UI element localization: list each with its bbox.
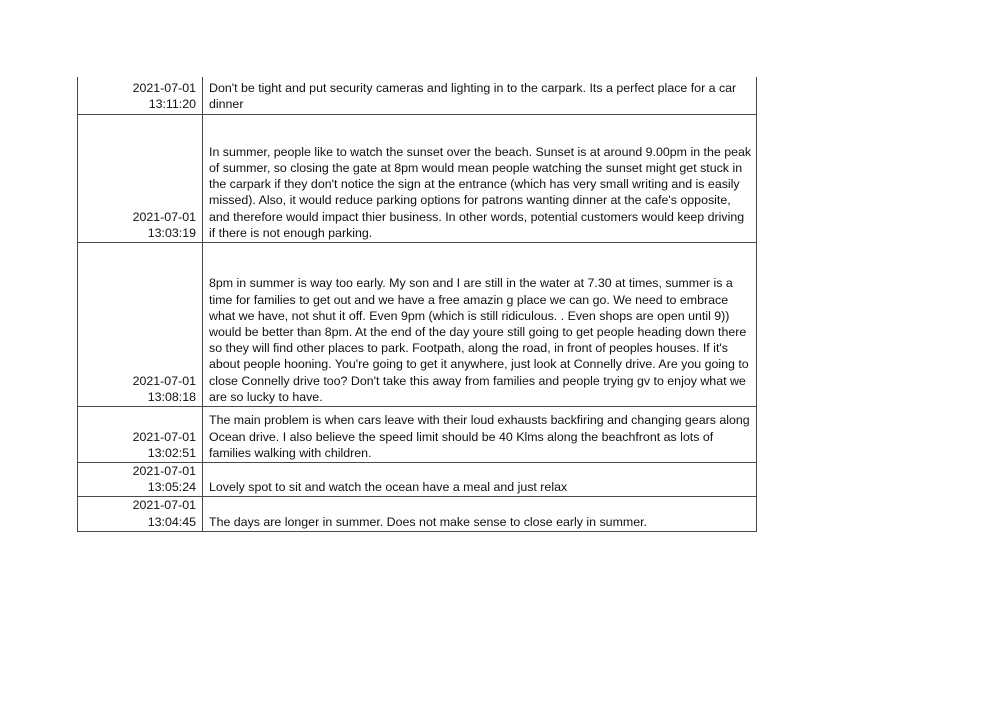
- comment-date: 2021-07-01: [132, 209, 196, 224]
- comment-text: The main problem is when cars leave with their loud exhausts backfiring and changing gears along Ocean drive. I also believe the speed limit should be 40 Klms along the beachfront as lots of families walking with children.: [203, 407, 757, 463]
- table-row: [78, 115, 757, 243]
- comment-time: 13:08:18: [147, 389, 196, 404]
- table-row: [78, 463, 757, 497]
- timestamp-cell: [78, 115, 203, 243]
- timestamp-cell: [78, 77, 203, 115]
- table-row: [78, 77, 757, 115]
- timestamp-cell: [78, 497, 203, 531]
- table-row: [78, 497, 757, 531]
- comment-date: 2021-07-01: [132, 498, 196, 513]
- timestamp-cell: [78, 407, 203, 463]
- comment-text: The days are longer in summer. Does not make sense to close early in summer.: [203, 497, 757, 531]
- comment-text: 8pm in summer is way too early. My son and I are still in the water at 7.30 at times, summer is a time for families to get out and we have a free amazin g place we can go. We need to embrace what we have, not shut it off. Even 9pm (which is still ridiculous. . Even shops are open until 9)) would be better than 8pm. At the end of the day youre still going to get people heading down there so they will find other places to park. Footpath, along the road, in front of peoples houses. If it's about people hooning. You're going to get it anywhere, just look at Connelly drive. Are you going to close Connelly drive too? Don't take this away from families and people trying gv to enjoy what we are so lucky to have.: [203, 243, 757, 407]
- timestamp-cell: [78, 463, 203, 497]
- comment-time: 13:11:20: [148, 96, 196, 111]
- comment-text: Don't be tight and put security cameras and lighting in to the carpark. Its a perfect place for a car dinner: [203, 77, 757, 115]
- table-row: [78, 243, 757, 407]
- comment-date: 2021-07-01: [132, 80, 196, 95]
- timestamp-cell: [78, 243, 203, 407]
- comment-text: Lovely spot to sit and watch the ocean have a meal and just relax: [203, 463, 757, 497]
- comment-date: 2021-07-01: [132, 373, 196, 388]
- comment-time: 13:03:19: [147, 225, 196, 240]
- comment-time: 13:02:51: [147, 445, 196, 460]
- comment-time: 13:04:45: [147, 514, 196, 529]
- comment-date: 2021-07-01: [132, 464, 196, 478]
- table-row: [78, 407, 757, 463]
- comment-date: 2021-07-01: [132, 429, 196, 444]
- comments-table: [77, 77, 757, 532]
- comment-time: 13:05:24: [147, 480, 196, 495]
- comment-text: In summer, people like to watch the sunset over the beach. Sunset is at around 9.00pm in the peak of summer, so closing the gate at 8pm would mean people watching the sunset might get stuck in the carpark if they don't notice the sign at the entrance (which has very small writing and is easily missed). Also, it would reduce parking options for patrons wanting dinner at the cafe's opposite, and therefore would impact thier business. In other words, potential customers would keep driving if there is not enough parking.: [203, 115, 757, 243]
